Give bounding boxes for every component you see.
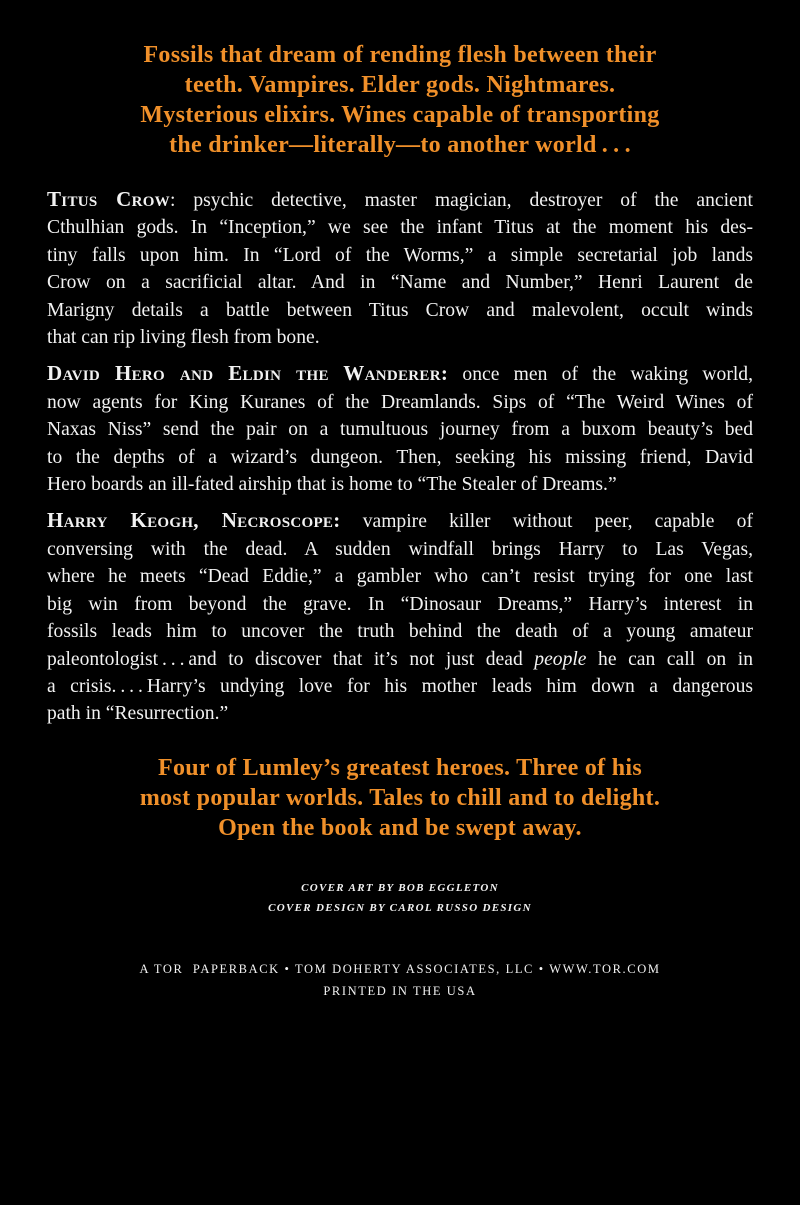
intro-blurb xyxy=(0,40,800,160)
paragraph-line xyxy=(47,673,753,700)
paragraph-line xyxy=(47,360,753,388)
paragraph-line xyxy=(47,297,753,324)
body-text: fossils leads him to uncover the truth behind the death of a young amateur xyxy=(47,621,753,643)
intro-line: the drinker—literally—to another world . . . xyxy=(169,132,631,158)
paragraph-line xyxy=(47,214,753,241)
body-text: that can rip living flesh from bone. xyxy=(47,327,320,349)
closing-line: most popular worlds. Tales to chill and to delight. xyxy=(139,785,661,811)
body-text: where he meets “Dead Eddie,” a gambler who can’t resist trying for one last xyxy=(47,566,753,588)
body-text: big win from beyond the grave. In “Dinosaur Dreams,” Harry’s interest in xyxy=(47,593,753,615)
body-text: Cthulhian gods. In “Inception,” we see the infant Titus at the moment his des- xyxy=(47,217,753,239)
paragraph-line xyxy=(47,269,753,296)
paragraph-line xyxy=(47,416,753,443)
cover-art-credit: COVER ART BY BOB EGGLETON xyxy=(301,882,499,894)
printed-line: PRINTED IN THE USA xyxy=(323,984,477,998)
body-text: conversing with the dead. A sudden windfall brings Harry to Las Vegas, xyxy=(47,538,753,560)
publisher-line: A TOR PAPERBACK • TOM DOHERTY ASSOCIATES, LLC • WWW.TOR.COM xyxy=(139,962,661,976)
body-text: Marigny details a battle between Titus Crow and malevolent, occult winds xyxy=(47,299,753,321)
paragraph-line xyxy=(47,618,753,645)
paragraph-line xyxy=(47,536,753,563)
section-paragraph xyxy=(47,360,753,498)
body-text: now agents for King Kuranes of the Dreamlands. Sips of “The Weird Wines of xyxy=(47,391,753,413)
section-heading: Titus Crow xyxy=(47,187,170,211)
section-heading: David Hero and Eldin the Wanderer: xyxy=(47,361,449,386)
paragraph-line xyxy=(47,591,753,618)
body-text: he can call on in xyxy=(586,648,753,670)
paragraph-line xyxy=(47,507,753,535)
paragraph-line xyxy=(47,700,753,727)
emphasis-text: people xyxy=(534,648,587,670)
body-text: vampire killer without peer, capable of xyxy=(340,511,753,533)
body-text: : psychic detective, master magician, destroyer of the ancient xyxy=(169,190,753,211)
cover-design-credit: COVER DESIGN BY CAROL RUSSO DESIGN xyxy=(268,902,532,914)
paragraph-line xyxy=(47,242,753,269)
closing-blurb xyxy=(0,753,800,843)
body-text: paleontologist . . . and to discover that it’s not just dead xyxy=(47,648,535,670)
body-text: once men of the waking world, xyxy=(448,364,753,386)
paragraph-line xyxy=(47,646,753,673)
body-text: Crow on a sacrificial altar. And in “Name and Number,” Henri Laurent de xyxy=(47,272,753,294)
publisher-footer xyxy=(0,958,800,1002)
paragraph-line xyxy=(47,444,753,471)
description-body xyxy=(47,186,753,737)
cover-credits xyxy=(0,878,800,918)
body-text: Hero boards an ill-fated airship that is home to “The Stealer of Dreams.” xyxy=(47,474,617,496)
paragraph-line xyxy=(47,186,753,214)
intro-line: Mysterious elixirs. Wines capable of transporting xyxy=(140,102,660,128)
body-text: to the depths of a wizard’s dungeon. Then, seeking his missing friend, David xyxy=(47,446,753,468)
paragraph-line xyxy=(47,389,753,416)
body-text: a crisis. . . . Harry’s undying love for his mother leads him down a dangerous xyxy=(47,675,753,697)
section-paragraph xyxy=(47,186,753,351)
closing-line: Open the book and be swept away. xyxy=(218,815,582,841)
body-text: path in “Resurrection.” xyxy=(47,703,229,725)
closing-line: Four of Lumley’s greatest heroes. Three of his xyxy=(158,755,642,781)
body-text: tiny falls upon him. In “Lord of the Worms,” a simple secretarial job lands xyxy=(47,244,753,266)
body-text: Naxas Niss” send the pair on a tumultuous journey from a buxom beauty’s bed xyxy=(47,419,753,441)
paragraph-line xyxy=(47,471,753,498)
section-heading: Harry Keogh, Necroscope: xyxy=(47,508,341,533)
paragraph-line xyxy=(47,324,753,351)
intro-line: teeth. Vampires. Elder gods. Nightmares. xyxy=(184,72,616,98)
paragraph-line xyxy=(47,563,753,590)
intro-line: Fossils that dream of rending flesh between their xyxy=(143,42,657,68)
section-paragraph xyxy=(47,507,753,727)
